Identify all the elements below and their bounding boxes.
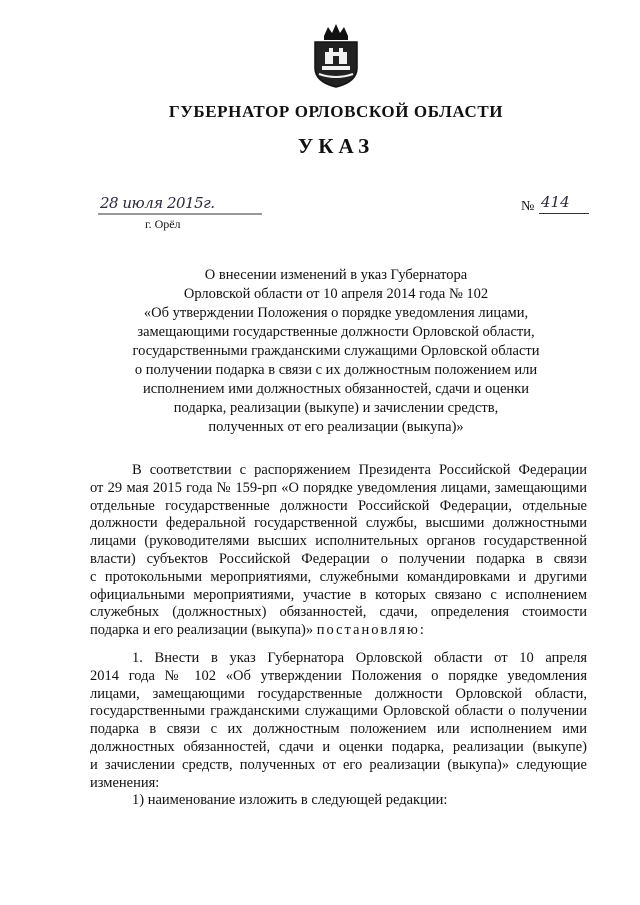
subitem-line: 1) наименование изложить в следующей редакции: bbox=[132, 792, 448, 809]
handwritten-date: 28 июля 2015г. bbox=[100, 194, 215, 212]
preamble-line: должности федеральной государственной службы, высшими должностными bbox=[90, 515, 587, 532]
subject-line: Орловской области от 10 апреля 2014 года № 102 bbox=[183, 286, 489, 302]
subject-line: О внесении изменений в указ Губернатора bbox=[204, 267, 468, 283]
subject-line: полученных от его реализации (выкупа)» bbox=[208, 419, 464, 435]
date-underline bbox=[96, 196, 264, 218]
preamble-line: власти) субъектов Российской Федерации о получении подарка в связи bbox=[90, 550, 587, 567]
subject-line: о получении подарка в связи с их должностным положением или bbox=[134, 362, 538, 378]
subject-line: подарка, реализации (выкупе) и зачислении средств, bbox=[173, 400, 499, 416]
preamble-line: служебных (должностных) обязанностей, сдачи, определения стоимости bbox=[90, 604, 587, 621]
subject-line: исполнением ими должностных обязанностей, сдачи и оценки bbox=[143, 381, 529, 397]
subject-line: замещающими государственные должности Орловской области, bbox=[137, 324, 535, 340]
document-type: УКАЗ bbox=[297, 134, 375, 158]
preamble-line: от 29 мая 2015 года № 159-рп «О порядке уведомления лицами, замещающими bbox=[90, 479, 587, 496]
item-line: должностных обязанностей, сдачи и оценки подарка, реализации (выкупе) bbox=[90, 738, 587, 755]
decree-subject bbox=[96, 266, 576, 437]
preamble-line: В соответствии с распоряжением Президента Российской Федерации bbox=[132, 462, 587, 478]
item-line: и зачислении средств, полученных от его реализации (выкупа)» следующие bbox=[90, 756, 587, 773]
preamble-line: официальными мероприятиями, участие в которых связано с исполнением bbox=[90, 586, 587, 603]
authority-title: ГУБЕРНАТОР ОРЛОВСКОЙ ОБЛАСТИ bbox=[168, 102, 504, 121]
item-line: лицами, замещающими государственные должности Орловской области, bbox=[90, 685, 587, 702]
item-line: подарка в связи с их должностным положением или исполнением ими bbox=[90, 721, 587, 738]
document-number bbox=[521, 193, 591, 219]
preamble-line: отдельные государственные должности Российской Федерации, отдельные bbox=[90, 497, 587, 514]
subject-line: «Об утверждении Положения о порядке уведомления лицами, bbox=[143, 305, 529, 321]
item-line-last: изменения: bbox=[90, 774, 160, 791]
item-line: 1. Внести в указ Губернатора Орловской области от 10 апреля bbox=[132, 649, 587, 666]
item-line: 2014 года № 102 «Об утверждении Положения о порядке уведомления bbox=[90, 667, 587, 684]
city-label: г. Орёл bbox=[145, 217, 181, 231]
number-label: № bbox=[521, 199, 535, 214]
number-underline bbox=[539, 213, 589, 214]
decree-word: постановляю: bbox=[316, 622, 426, 639]
item-line: государственными гражданскими служащими Орловской области о получении bbox=[90, 703, 587, 720]
preamble-line: лицами (руководителями высших исполнительных органов государственной bbox=[90, 533, 587, 550]
orel-coat-of-arms-icon bbox=[311, 22, 361, 88]
handwritten-number: 414 bbox=[541, 193, 570, 211]
preamble-line: с протокольными мероприятиями, служебными командировками и другими bbox=[90, 568, 587, 585]
preamble-closing-line bbox=[90, 622, 587, 640]
preamble-last: подарка и его реализации (выкупа)» bbox=[90, 622, 314, 639]
subject-line: государственными гражданскими служащими Орловской области bbox=[132, 343, 540, 359]
decree-body bbox=[90, 462, 587, 810]
paragraph-gap bbox=[90, 640, 587, 650]
